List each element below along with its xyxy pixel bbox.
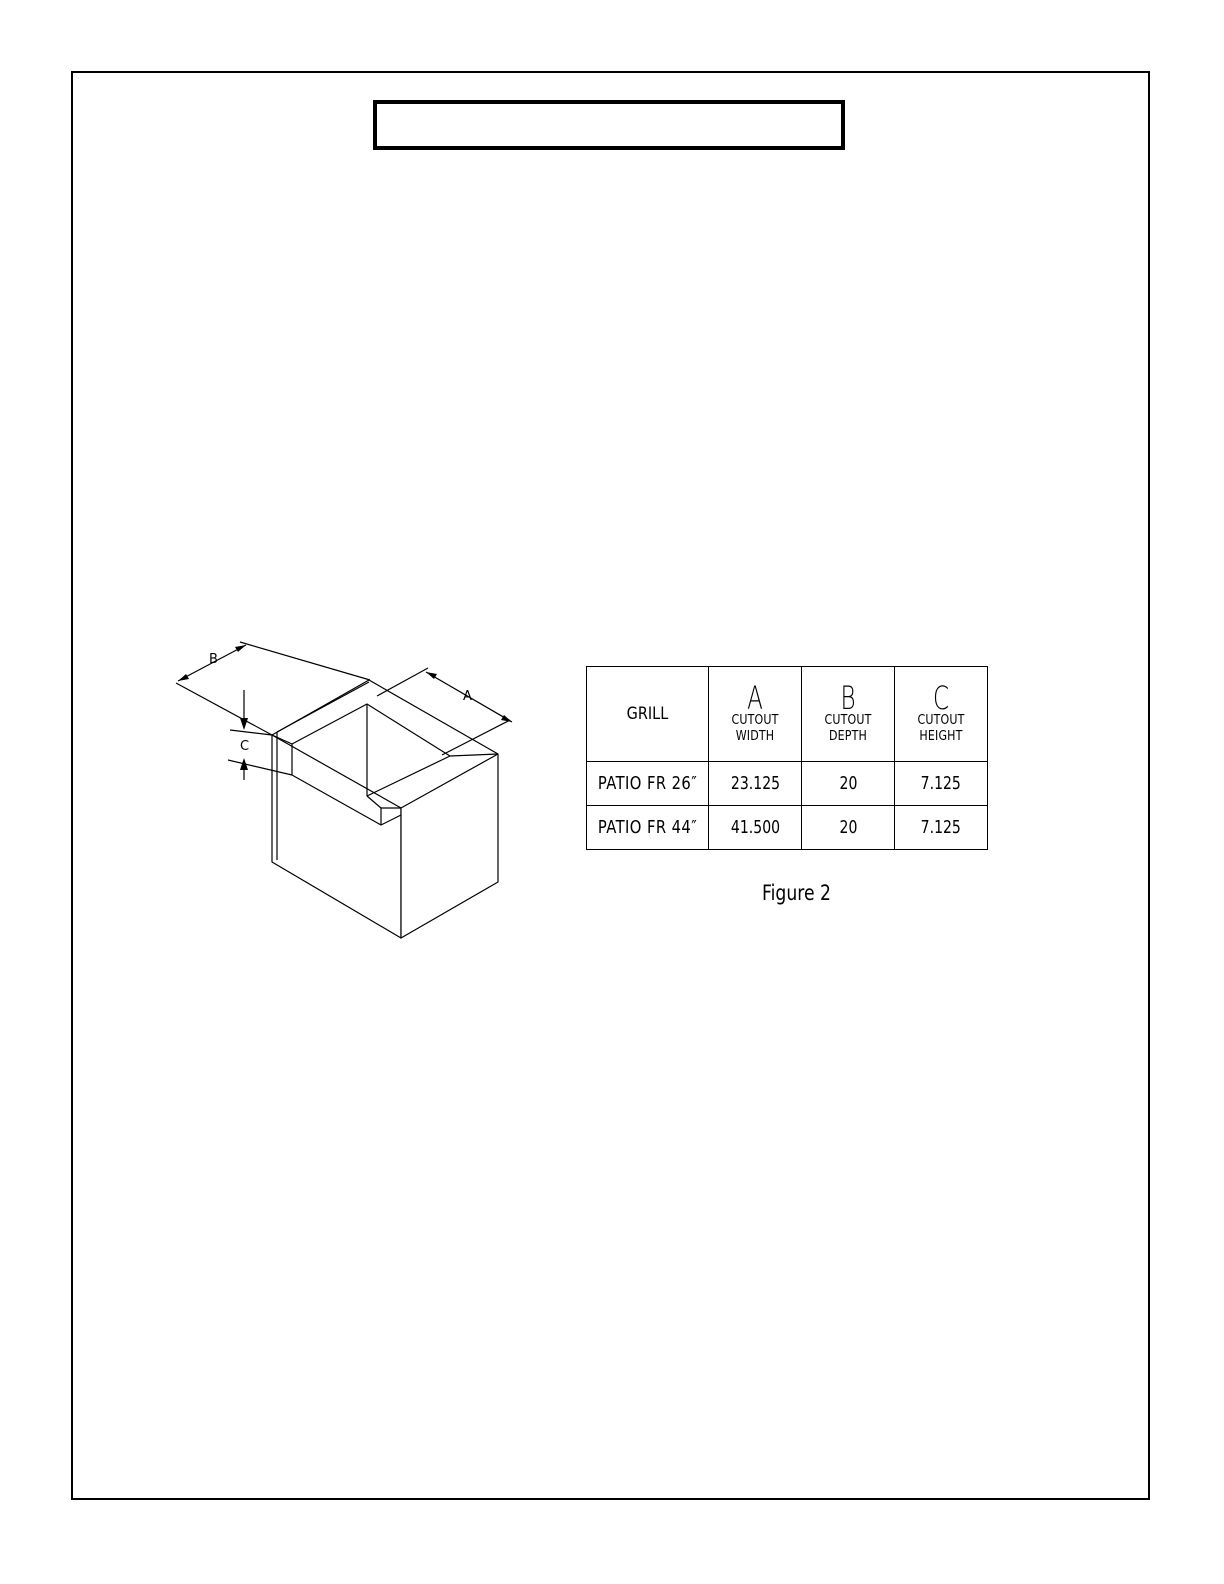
row-c-cell — [895, 806, 988, 850]
header-a-line1: CUTOUT — [731, 713, 779, 728]
dim-c-label: C — [240, 739, 250, 754]
row-a-value: 41.500 — [730, 817, 780, 838]
cutout-opening — [292, 704, 450, 756]
title-box — [373, 100, 845, 150]
row-grill-cell — [587, 806, 709, 850]
table-header-row — [587, 667, 988, 762]
row-b-value: 20 — [839, 817, 857, 838]
header-a-letter: A — [747, 679, 763, 717]
row-a-value: 23.125 — [730, 773, 780, 794]
row-b-value: 20 — [839, 773, 857, 794]
header-grill — [587, 667, 709, 762]
row-grill-cell — [587, 762, 709, 806]
header-a-line2: WIDTH — [735, 729, 775, 744]
row-b-cell — [802, 806, 895, 850]
table-row — [587, 762, 988, 806]
cutout-dimensions-table — [586, 666, 988, 850]
dim-b-label: B — [209, 652, 218, 667]
cutout-isometric-drawing — [160, 630, 520, 950]
header-b-line2: DEPTH — [828, 729, 868, 744]
header-c-line2: HEIGHT — [919, 729, 963, 744]
row-a-cell — [709, 762, 802, 806]
row-grill-name: PATIO FR 44″ — [597, 817, 698, 838]
header-c — [895, 667, 988, 762]
dim-a-label: A — [463, 689, 472, 704]
header-c-letter: C — [932, 679, 950, 717]
cutout-dimensions-table-wrap — [586, 666, 988, 850]
row-a-cell — [709, 806, 802, 850]
row-c-value: 7.125 — [920, 817, 962, 838]
header-c-line1: CUTOUT — [917, 713, 965, 728]
header-a — [709, 667, 802, 762]
box-left-face — [272, 735, 401, 938]
row-grill-name: PATIO FR 26″ — [597, 773, 698, 794]
box-right-face — [401, 754, 498, 938]
header-b — [802, 667, 895, 762]
row-b-cell — [802, 762, 895, 806]
figure-caption: Figure 2 — [762, 881, 832, 905]
header-b-line1: CUTOUT — [824, 713, 872, 728]
header-b-letter: B — [840, 679, 856, 717]
header-grill-label: GRILL — [626, 704, 669, 724]
table-row — [587, 806, 988, 850]
row-c-value: 7.125 — [920, 773, 962, 794]
row-c-cell — [895, 762, 988, 806]
